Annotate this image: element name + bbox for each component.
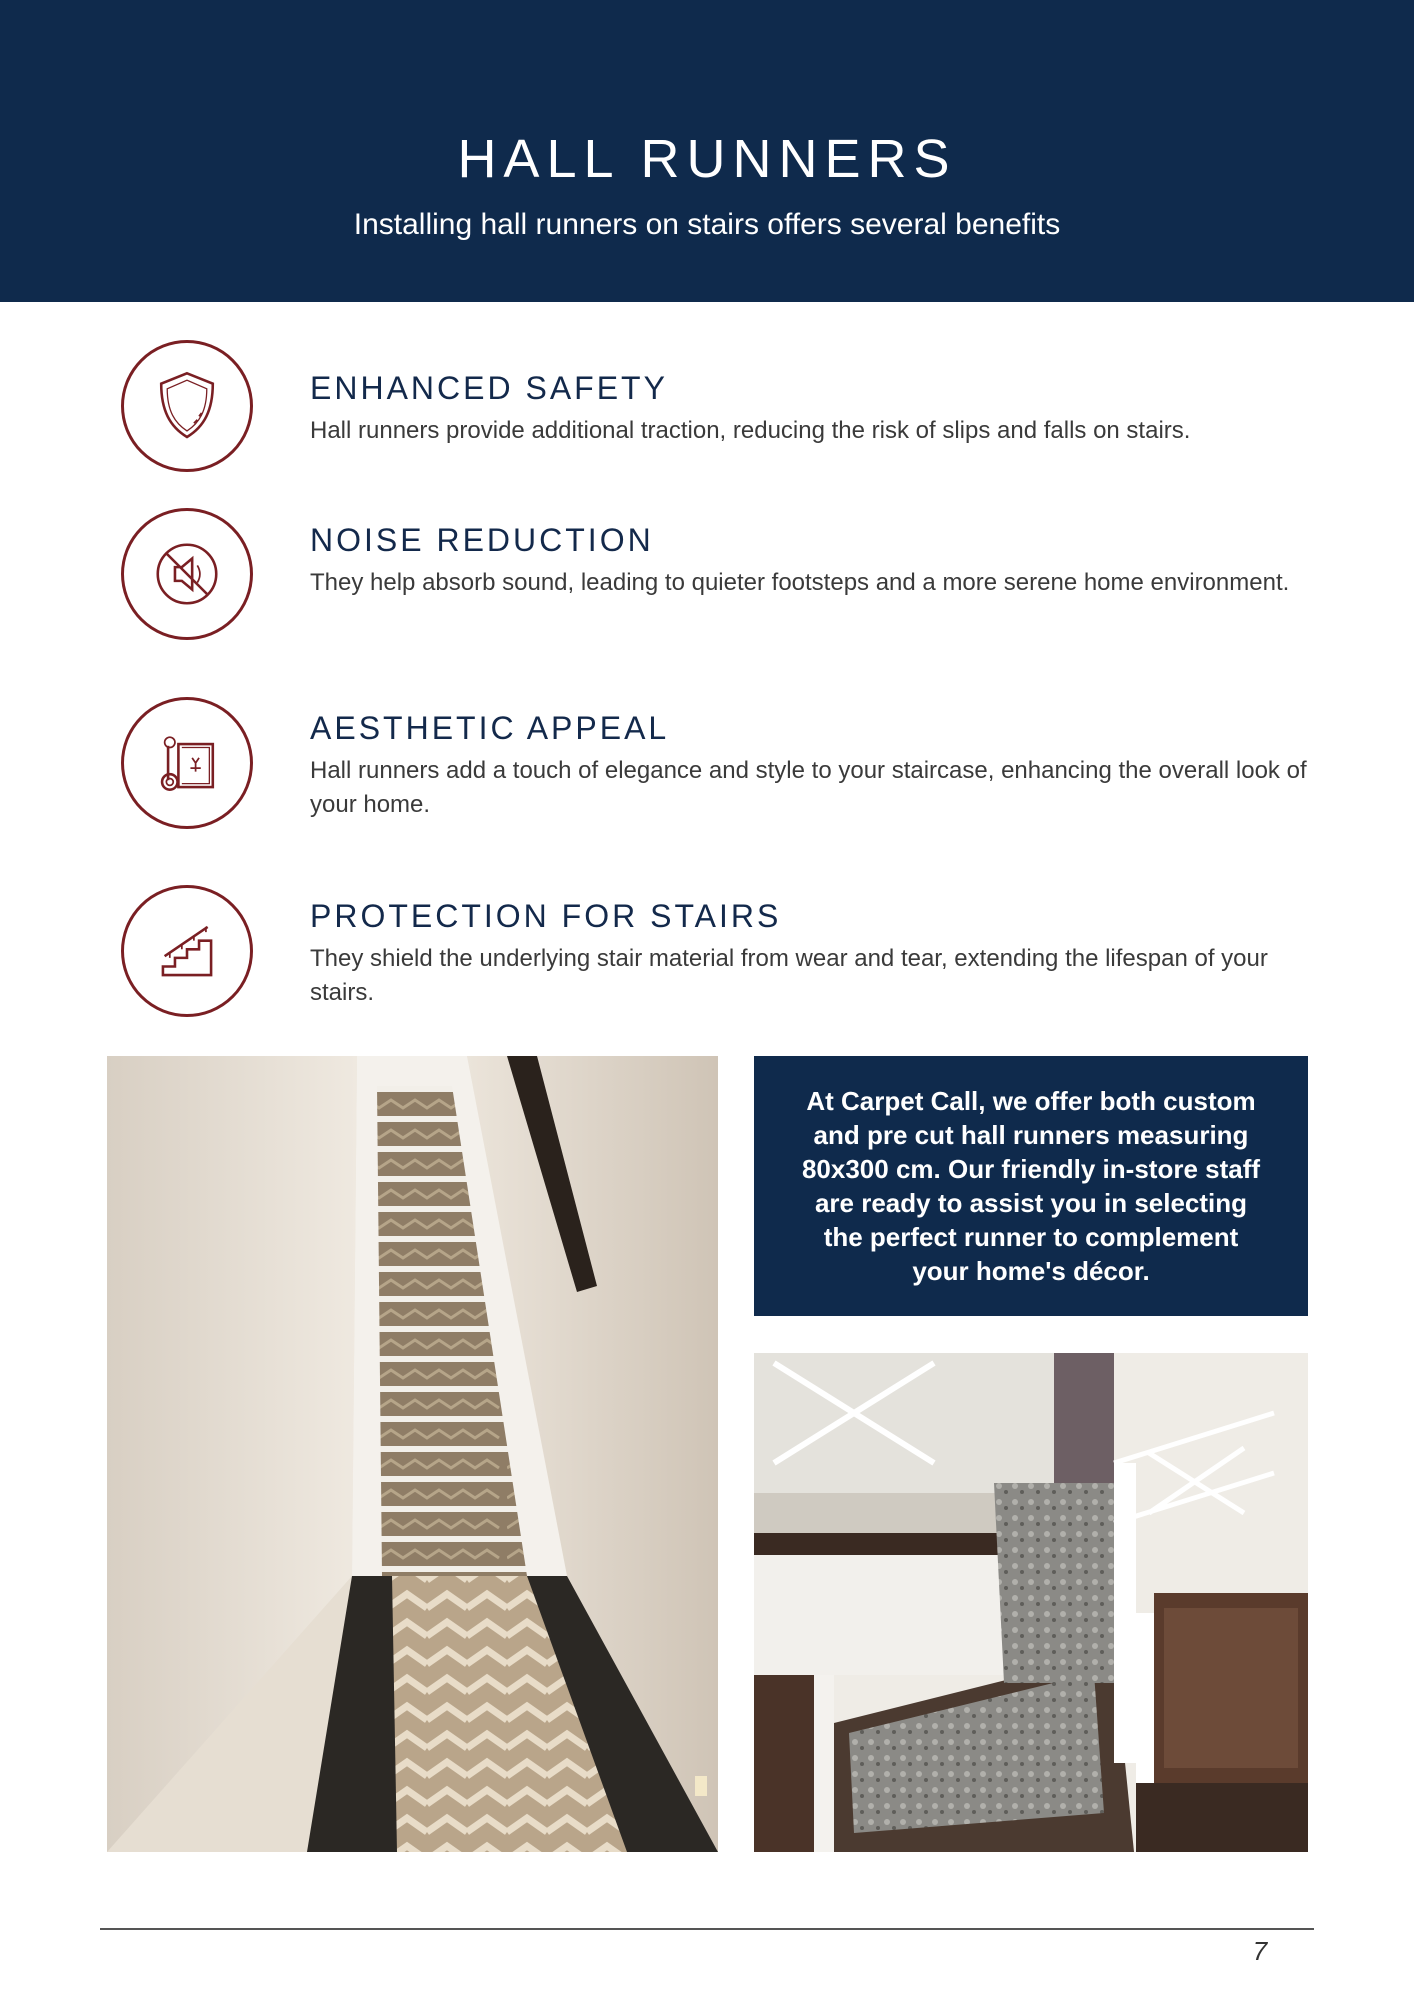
callout-text: At Carpet Call, we offer both custom and pre cut hall runners measuring 80x300 cm. Our friendly in-store staff are ready to assist you in selecting the perfect runner to complement your home's décor. <box>801 1086 1261 1286</box>
staircase-photo-chevron-runner <box>107 1056 718 1852</box>
page-header <box>0 0 1414 302</box>
benefit-text: Hall runners add a touch of elegance and style to your staircase, enhancing the overall look of your home. <box>310 757 1307 818</box>
benefit-text: They shield the underlying stair material from wear and tear, extending the lifespan of your stairs. <box>310 945 1268 1006</box>
shield-icon <box>121 340 253 472</box>
page-number: 7 <box>1252 1936 1268 1966</box>
benefit-title: AESTHETIC APPEAL <box>310 710 670 746</box>
benefit-text: Hall runners provide additional traction, reducing the risk of slips and falls on stairs. <box>310 417 1191 444</box>
benefit-title: PROTECTION FOR STAIRS <box>310 898 782 934</box>
page-title: HALL RUNNERS <box>457 129 957 189</box>
mute-icon <box>121 508 253 640</box>
footer-divider <box>100 1928 1314 1930</box>
carpet-call-callout <box>754 1056 1308 1316</box>
staircase-photo-landing <box>754 1353 1308 1852</box>
carpet-roll-icon <box>121 697 253 829</box>
page-subtitle: Installing hall runners on stairs offers several benefits <box>353 208 1061 241</box>
benefit-title: NOISE REDUCTION <box>310 522 654 558</box>
benefit-title: ENHANCED SAFETY <box>310 370 668 406</box>
stairs-icon <box>121 885 253 1017</box>
benefit-text: They help absorb sound, leading to quieter footsteps and a more serene home environment. <box>310 569 1290 596</box>
